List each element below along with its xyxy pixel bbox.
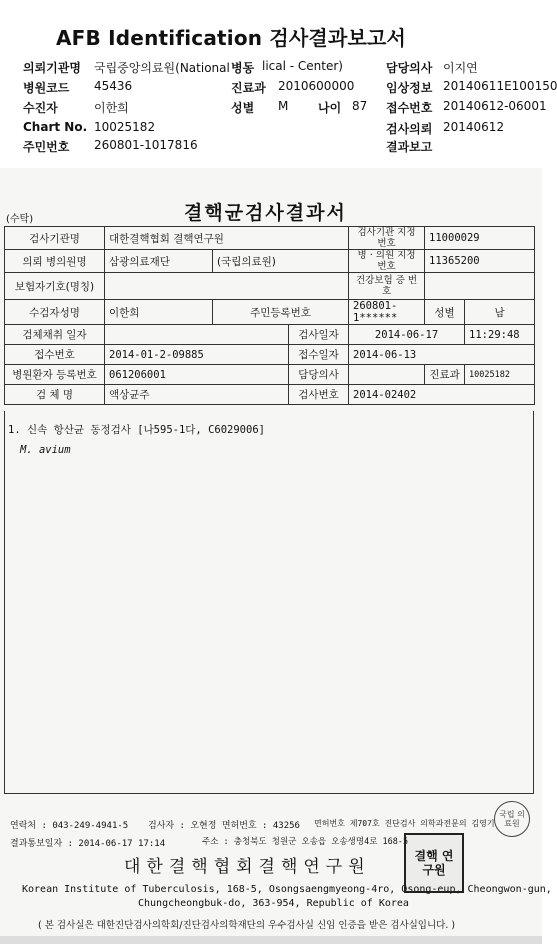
footer-examiner: 검사자 : 오현정 면허번호 : 43256 [148, 821, 300, 831]
label-test-request: 검사의뢰 [386, 122, 433, 136]
table-row [5, 227, 535, 250]
receipt-date-label: 접수일자 [289, 345, 349, 365]
accreditation-note: ( 본 검사실은 대한진단검사의학회/진단검사의학재단의 우수검사실 신임 인증을 받은 검사실입니다. ) [38, 920, 456, 931]
round-stamp-text: 국립 의료원 [499, 810, 525, 828]
collect-value [105, 325, 289, 345]
hospital-code-label: 병 · 의원 지정번호 [349, 250, 425, 273]
doctor-value [349, 365, 425, 385]
footer-address-ko: 주소 : 충청북도 청원군 오송읍 오송생명4로 168-5 [202, 837, 409, 847]
patient-label: 수검자성명 [5, 300, 105, 325]
dept-label: 진료과 [425, 365, 465, 385]
label-sex: 성별 [231, 101, 255, 115]
seal-text: 결핵 연구원 [414, 849, 454, 877]
receipt-date-value: 2014-06-13 [349, 345, 535, 365]
table-row [5, 250, 535, 273]
resident-value: 260801-1****** [349, 300, 425, 325]
address-en-line2: Chungcheongbuk-do, 363-954, Republic of Korea [138, 898, 409, 909]
receipt-no-label: 접수번호 [5, 345, 105, 365]
footer-report-date: 결과통보일자 : 2014-06-17 17:14 [10, 839, 166, 849]
institute-name: 대한결핵협회결핵연구원 [124, 857, 371, 877]
value-department: 2010600000 [278, 79, 355, 93]
footer-license: 면허번호 제707호 진단검사 의학과전문의 김영기 [314, 819, 495, 828]
label-doctor: 담당의사 [386, 61, 433, 75]
health-label: 건강보험 증 번 호 [349, 273, 425, 300]
agency-code-value: 11000029 [425, 227, 535, 250]
value-clinical-info: 20140611E100150 [443, 79, 557, 93]
value-receipt-number: 20140612-06001 [443, 99, 547, 113]
label-hospital-code: 병원코드 [23, 81, 70, 95]
table-row [5, 300, 535, 325]
value-patient: 이한희 [94, 101, 129, 115]
value-age: 87 [352, 99, 368, 113]
official-seal-stamp [404, 833, 464, 893]
receipt-label: (수탁) [6, 214, 34, 225]
label-chart-no: Chart No. [23, 120, 88, 134]
resident-label: 주민등록번호 [213, 300, 349, 325]
sex-value: 남 [465, 300, 535, 325]
hospital-value: 삼광의료재단 [105, 250, 213, 273]
label-clinical-info: 임상정보 [386, 81, 433, 95]
value-hospital-code: 45436 [94, 79, 133, 93]
doctor-label: 담당의사 [289, 365, 349, 385]
label-department: 진료과 [231, 81, 266, 95]
specimen-value: 액상균주 [105, 385, 289, 405]
agency-label: 검사기관명 [5, 227, 105, 250]
scanned-report [0, 168, 552, 944]
agency-code-label: 검사기관 지정번호 [349, 227, 425, 250]
label-result-report: 결과보고 [386, 140, 433, 154]
label-resident-number: 주민번호 [23, 140, 70, 154]
label-patient: 수진자 [23, 101, 58, 115]
results-box [4, 411, 534, 794]
report-title: AFB Identification 검사결과보고서 [56, 26, 407, 50]
value-ward: lical - Center) [262, 59, 343, 73]
table-row [5, 365, 535, 385]
hospital-label: 의뢰 병의원명 [5, 250, 105, 273]
scan-title: 결핵균검사결과서 [184, 202, 347, 224]
label-ward: 병동 [231, 61, 255, 75]
reg-value: 061206001 [105, 365, 289, 385]
hospital-code-value: 11365200 [425, 250, 535, 273]
label-age: 나이 [318, 101, 342, 115]
value-doctor: 이지연 [443, 61, 478, 75]
table-row [5, 385, 535, 405]
specimen-label: 검 체 명 [5, 385, 105, 405]
insurance-value [105, 273, 349, 300]
address-en-line1: Korean Institute of Tuberculosis, 168-5, Osongsaengmyeong-4ro, Osong-eup, Cheongwon-gun, [22, 884, 552, 895]
receipt-no-value: 2014-01-2-09885 [105, 345, 289, 365]
test-date-label: 검사일자 [289, 325, 349, 345]
patient-value: 이한희 [105, 300, 213, 325]
bottom-strip [0, 936, 542, 944]
value-chart-no: 10025182 [94, 120, 156, 134]
test-no-label: 검사번호 [289, 385, 349, 405]
result-test-line: 1. 신속 항산균 동정검사 [나595-1다, C6029006] [8, 424, 265, 436]
reg-label: 병원환자 등록번호 [5, 365, 105, 385]
sex-label: 성별 [425, 300, 465, 325]
table-row [5, 325, 535, 345]
hospital-sub: (국립의료원) [213, 250, 349, 273]
test-no-value: 2014-02402 [349, 385, 535, 405]
table-row [5, 345, 535, 365]
footer-contact: 연락처 : 043-249-4941-5 [10, 821, 129, 831]
label-requesting-agency: 의뢰기관명 [23, 61, 81, 75]
agency-value: 대한결핵협회 결핵연구원 [105, 227, 349, 250]
test-time-value: 11:29:48 [465, 325, 535, 345]
result-organism: M. avium [20, 444, 71, 456]
collect-label: 검체채취 일자 [5, 325, 105, 345]
value-requesting-agency: 국립중앙의료원(National [94, 61, 230, 75]
dept-value: 10025182 [465, 365, 535, 385]
test-date-value: 2014-06-17 [349, 325, 465, 345]
table-row [5, 273, 535, 300]
insurance-label: 보험자기호(명칭) [5, 273, 105, 300]
round-stamp [494, 801, 530, 837]
value-test-request: 20140612 [443, 120, 505, 134]
health-value [425, 273, 535, 300]
value-resident-number: 260801-1017816 [94, 138, 198, 152]
label-receipt-number: 접수번호 [386, 101, 433, 115]
value-sex: M [278, 99, 289, 113]
report-info-table [4, 226, 535, 405]
